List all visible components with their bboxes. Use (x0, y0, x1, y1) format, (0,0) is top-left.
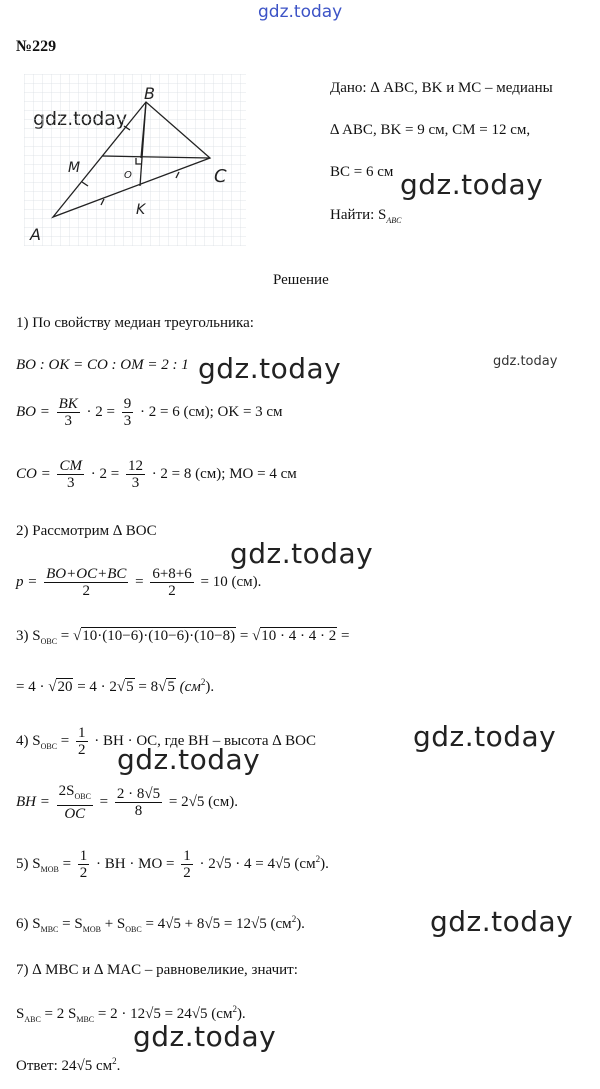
step6: 6) $S_{MBC} = S_{MOB} + S_{OBC} = 4√5 + 8√5 = 12√5$ $(см^2)$. (16, 914, 305, 934)
watermark-s4-left: gdz.today (117, 743, 261, 776)
step2-title: 2) Рассмотрим ∆ BOC (16, 523, 157, 539)
label-b: B (144, 84, 155, 103)
given-line-3: BC = 6 см (330, 164, 394, 180)
label-o: O (124, 170, 132, 181)
step2-p: p = $\frac{BO+OC+BC}{2}$ = $\frac{6+8+6}{2}$ = 10 (см). (16, 566, 262, 599)
step5: 5) $S_{MOB}$ = $\frac{1}{2}$ · BH · MO = $\frac{1}{2}$ · 2√5 · 4 = 4√5 $(см^2)$. (16, 848, 329, 881)
label-m: M (68, 160, 81, 176)
given-find: Найти: $S_{ABC}$ (330, 207, 402, 225)
watermark-s6: gdz.today (430, 905, 574, 938)
label-a: A (30, 225, 41, 244)
watermark-given: gdz.today (400, 168, 544, 201)
watermark-top: gdz.today (258, 2, 343, 22)
given-line-2: ∆ ABC, BK = 9 см, CM = 12 см, (330, 122, 531, 138)
step3-line1: 3) $S_{OBC} = √10\cdot(10-6)\cdot(10-6)\cdot(10-8) = √10 \cdot 4 \cdot 4 \cdot 2$ = (16, 628, 350, 646)
watermark-s4-right: gdz.today (413, 720, 557, 753)
step4-bh: BH = $\frac{2S_{OBC}}{OC}$ = $\frac{2 \cdot 8√5}{8}$ = 2√5 (см). (16, 783, 238, 822)
triangle-drawing (24, 74, 246, 246)
step7-result: $S_{ABC} = 2$ $S_{MBC} = 2 \cdot 12√5 = 24√5$ $(см^2)$. (16, 1004, 246, 1024)
answer: Ответ: 24√5 $см^2$. (16, 1056, 121, 1074)
solution-title: Решение (273, 272, 329, 288)
watermark-s1: gdz.today (198, 352, 342, 385)
step1-title: 1) По свойству медиан треугольника: (16, 315, 254, 331)
step1-co: CO = $\frac{CM}{3}$ · 2 = $\frac{12}{3}$ · 2 = 8 (см); MO = 4 см (16, 458, 297, 491)
triangle-figure (24, 74, 246, 246)
step1-bo: BO = $\frac{BK}{3}$ · 2 = $\frac{9}{3}$ · 2 = 6 (см); OK = 3 см (16, 396, 283, 429)
step7-title: 7) ∆ MBC и ∆ MAC – равновеликие, значит: (16, 962, 298, 978)
given-line-1: Дано: ∆ ABC, BK и MC – медианы (330, 80, 553, 96)
step1-ratio: BO : OK = CO : OM = 2 : 1 (16, 357, 189, 373)
watermark-small: gdz.today (493, 354, 558, 369)
watermark-s2: gdz.today (230, 537, 374, 570)
step4-line1: 4) $S_{OBC}$ = $\frac{1}{2}$ · BH · OC, где BH – высота ∆ BOC (16, 725, 316, 758)
watermark-bottom: gdz.today (133, 1020, 277, 1053)
step3-line2: = 4 · √20 = 4 · 2√5 = 8√5 $(см^2)$. (16, 677, 215, 695)
label-c: C (214, 166, 227, 187)
problem-number: №229 (16, 38, 57, 55)
label-k: K (136, 202, 146, 218)
